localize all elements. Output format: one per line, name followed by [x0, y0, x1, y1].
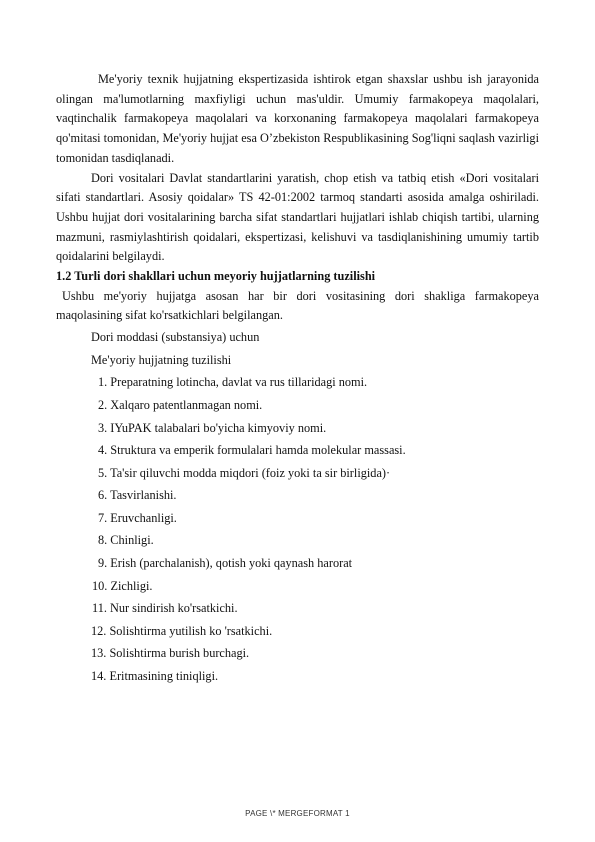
- requirements-list: [56, 371, 539, 687]
- list-item: 6. Tasvirlanishi.: [98, 488, 177, 503]
- list-item: 3. IYuPAK talabalari bo'yicha kimyoviy nomi.: [98, 420, 327, 435]
- list-item: 2. Xalqaro patentlanmagan nomi.: [98, 397, 263, 412]
- list-item: 9. Erish (parchalanish), qotish yoki qaynash harorat: [98, 556, 353, 571]
- list-item: 13. Solishtirma burish burchagi.: [91, 646, 250, 661]
- intro-paragraph-2: Dori vositalari Davlat standartlarini yaratish, chop etish va tatbiq etish «Dori vositalari sifati standartlari. Asosiy qoidalar» TS 42-01:2002 tarmoq standarti asosida amalga oshiriladi. Ushbu hujjat dori vositalarining barcha sifat standartlari hujjatlari ishlab chiqish tartibi, ularning mazmuni, rasmiylashtirish qoidalari, ekspertizasi, kelishuvi va tasdiqlanishining umumiy tartib qoidalarini belgilaydi.: [56, 170, 539, 264]
- subheading-structure: Me'yoriy hujjatning tuzilishi: [91, 352, 232, 367]
- section-heading: 1.2 Turli dori shakllari uchun meyoriy hujjatlarning tuzilishi: [56, 269, 376, 284]
- list-item: 11. Nur sindirish ko'rsatkichi.: [92, 601, 238, 616]
- list-item: 10. Zichligi.: [92, 578, 153, 593]
- document-page: [56, 70, 539, 688]
- page-footer: PAGE \* MERGEFORMAT 1: [245, 809, 350, 818]
- list-item: 14. Eritmasining tiniqligi.: [91, 669, 219, 684]
- list-item: 4. Struktura va emperik formulalari hamda molekular massasi.: [98, 443, 406, 458]
- section-paragraph: Ushbu me'yoriy hujjatga asosan har bir dori vositasining dori shakliga farmakopeya maqolasining sifat ko'rsatkichlari belgilangan.: [56, 288, 539, 323]
- list-item: 12. Solishtirma yutilish ko 'rsatkichi.: [91, 623, 273, 638]
- list-item: 5. Ta'sir qiluvchi modda miqdori (foiz yoki ta sir birligida)·: [98, 465, 391, 480]
- list-item: 7. Eruvchanligi.: [98, 510, 177, 525]
- subheading-substance: Dori moddasi (substansiya) uchun: [91, 330, 260, 345]
- intro-paragraph-1: Me'yoriy texnik hujjatning ekspertizasida ishtirok etgan shaxslar ushbu ish jarayonida olingan ma'lumotlarning maxfiyligi uchun mas'uldir. Umumiy farmakopeya maqolalari, vaqtinchalik farmakopeya maqolalari va korxonaning farmakopeya maqolalari farmakopeya qo'mitasi tomonidan, Me'yoriy hujjat esa O’zbekiston Respublikasining Sog'liqni saqlash vazirligi tomonidan tasdiqlanadi.: [56, 72, 539, 165]
- list-item: 1. Preparatning lotincha, davlat va rus tillaridagi nomi.: [98, 375, 368, 390]
- list-item: 8. Chinligi.: [98, 533, 154, 548]
